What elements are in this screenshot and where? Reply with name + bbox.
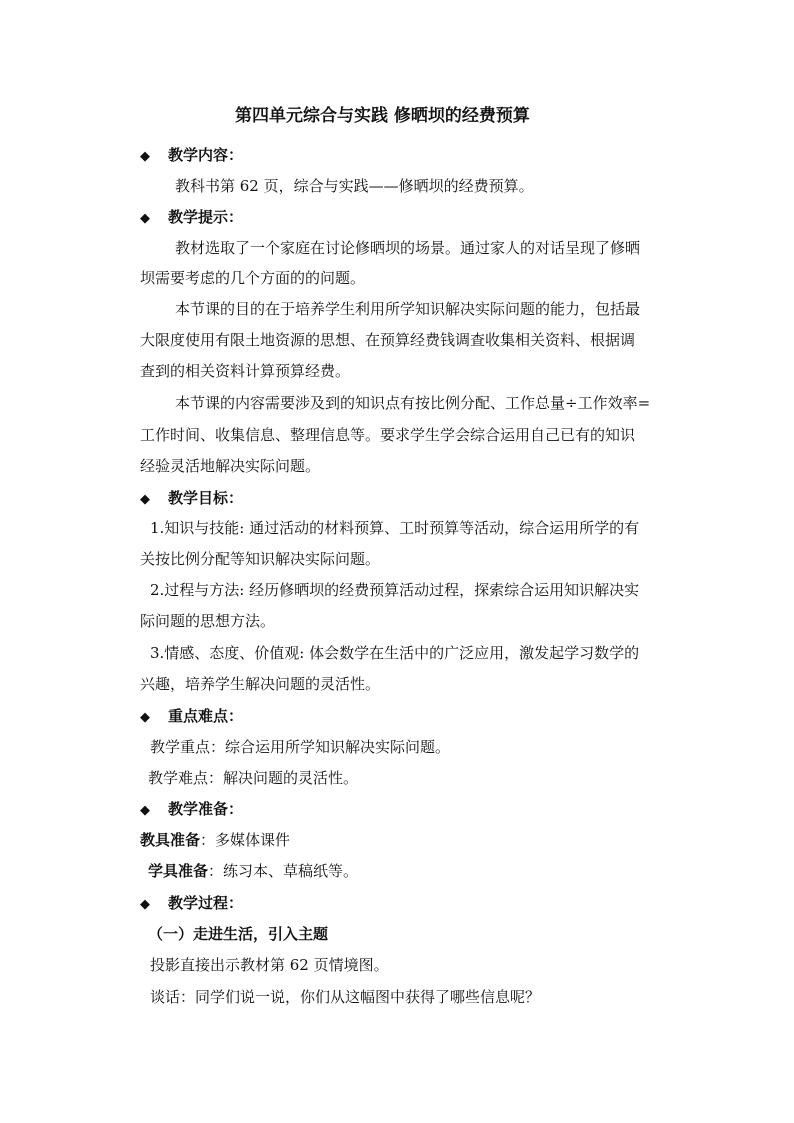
- process-step: （一）走进生活，引入主题: [148, 925, 329, 943]
- difficult-point: 教学难点：解决问题的灵活性。: [148, 769, 359, 787]
- goal-line: 3.情感、态度、价值观: 体会数学在生活中的广泛应用，激发起学习数学的: [150, 644, 640, 662]
- heading-hints: ◆ 教学提示：: [140, 207, 243, 229]
- hints-p3-line: 经验灵活地解决实际问题。: [140, 457, 321, 475]
- diamond-bullet-icon: ◆: [140, 149, 150, 164]
- teacher-prep: 教具准备：多媒体课件: [140, 831, 291, 849]
- process-line: 谈话：同学们说一说，你们从这幅图中获得了哪些信息呢？: [150, 988, 541, 1006]
- diamond-bullet-icon: ◆: [140, 897, 150, 912]
- hints-p3-line: 本节课的内容需要涉及到的知识点有按比例分配、工作总量÷工作效率=: [175, 394, 651, 412]
- heading-process: ◆ 教学过程：: [140, 893, 243, 915]
- hints-p1-line: 教材选取了一个家庭在讨论修晒坝的场景。通过家人的对话呈现了修晒: [175, 239, 641, 257]
- goal-line: 际问题的思想方法。: [140, 612, 276, 630]
- hints-p2-line: 本节课的目的在于培养学生利用所学知识解决实际问题的能力，包括最: [175, 300, 641, 318]
- heading-goals: ◆ 教学目标：: [140, 488, 243, 510]
- hints-p1-line: 坝需要考虑的几个方面的的问题。: [140, 269, 366, 287]
- hints-p2-line: 查到的相关资料计算预算经费。: [140, 362, 351, 380]
- heading-content: ◆ 教学内容：: [140, 145, 243, 167]
- hints-p2-line: 大限度使用有限土地资源的思想、在预算经费钱调查收集相关资料、根据调: [140, 331, 636, 349]
- diamond-bullet-icon: ◆: [140, 211, 150, 226]
- goal-line: 兴趣，培养学生解决问题的灵活性。: [140, 675, 381, 693]
- content-text: 教科书第 62 页，综合与实践——修晒坝的经费预算。: [175, 177, 534, 195]
- student-prep: 学具准备：练习本、草稿纸等。: [148, 862, 359, 880]
- process-line: 投影直接出示教材第 62 页情境图。: [150, 956, 389, 974]
- goal-line: 关按比例分配等知识解决实际问题。: [140, 550, 381, 568]
- goal-line: 2.过程与方法: 经历修晒坝的经费预算活动过程，探索综合运用知识解决实: [150, 581, 640, 599]
- diamond-bullet-icon: ◆: [140, 492, 150, 507]
- key-point: 教学重点：综合运用所学知识解决实际问题。: [150, 738, 451, 756]
- document-title: 第四单元综合与实践 修晒坝的经费预算: [235, 106, 530, 126]
- heading-prep: ◆ 教学准备：: [140, 799, 243, 821]
- heading-keypoints: ◆ 重点难点：: [140, 706, 243, 728]
- diamond-bullet-icon: ◆: [140, 710, 150, 725]
- diamond-bullet-icon: ◆: [140, 803, 150, 818]
- goal-line: 1.知识与技能: 通过活动的材料预算、工时预算等活动，综合运用所学的有: [150, 519, 640, 537]
- hints-p3-line: 工作时间、收集信息、整理信息等。要求学生学会综合运用自己已有的知识: [140, 426, 636, 444]
